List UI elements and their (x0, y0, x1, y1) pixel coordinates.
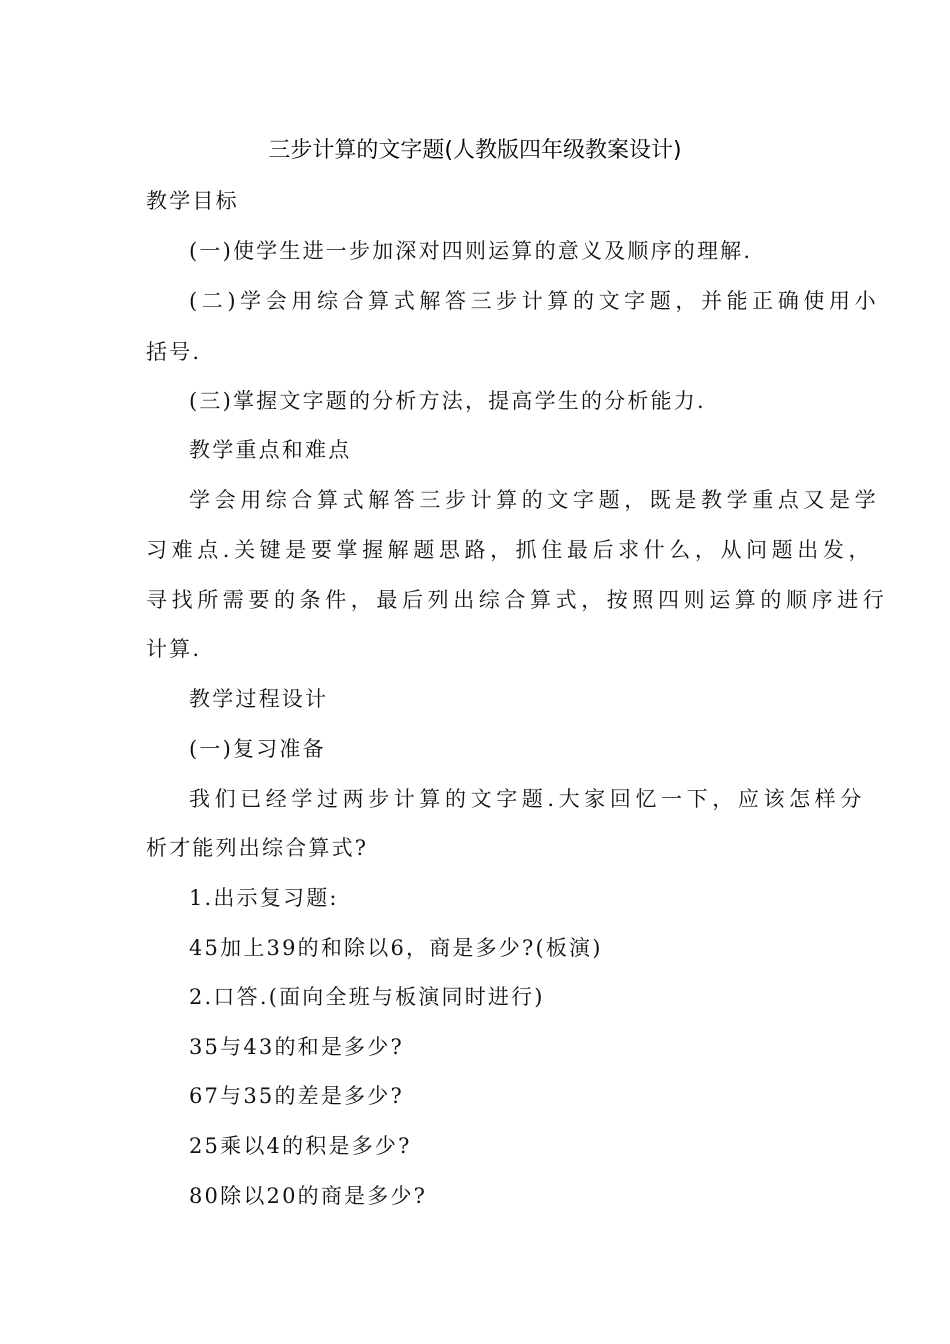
section-heading-objectives: 教学目标 (146, 189, 239, 213)
objective-2: (二)学会用综合算式解答三步计算的文字题，并能正确使用小 (189, 289, 881, 313)
oral-question-2: 67与35的差是多少? (189, 1084, 404, 1108)
review-paragraph-line-1: 我们已经学过两步计算的文字题.大家回忆一下，应该怎样分 (189, 787, 866, 811)
review-item-1: 1.出示复习题: (189, 886, 339, 910)
oral-question-3: 25乘以4的积是多少? (189, 1134, 412, 1158)
key-points-paragraph-line-3: 寻找所需要的条件，最后列出综合算式，按照四则运算的顺序进行 (146, 588, 889, 612)
section-heading-process: 教学过程设计 (189, 687, 329, 711)
key-points-paragraph-line-2: 习难点.关键是要掌握解题思路，抓住最后求什么，从问题出发， (146, 538, 875, 562)
objective-1: (一)使学生进一步加深对四则运算的意义及顺序的理解. (189, 239, 753, 263)
key-points-paragraph-line-1: 学会用综合算式解答三步计算的文字题，既是教学重点又是学 (189, 488, 881, 512)
objective-3: (三)掌握文字题的分析方法，提高学生的分析能力. (189, 389, 706, 413)
objective-2-continued: 括号. (146, 340, 202, 364)
document-title: 三步计算的文字题(人教版四年级教案设计) (268, 138, 682, 163)
oral-question-1: 35与43的和是多少? (189, 1035, 404, 1059)
review-paragraph-line-2: 析才能列出综合算式? (146, 836, 369, 860)
oral-question-4: 80除以20的商是多少? (189, 1184, 428, 1208)
review-exercise: 45加上39的和除以6，商是多少?(板演) (189, 936, 603, 960)
key-points-paragraph-line-4: 计算. (146, 637, 202, 661)
review-item-2: 2.口答.(面向全班与板演同时进行) (189, 985, 545, 1009)
subsection-review: (一)复习准备 (189, 737, 326, 761)
section-heading-key-points: 教学重点和难点 (189, 438, 352, 462)
